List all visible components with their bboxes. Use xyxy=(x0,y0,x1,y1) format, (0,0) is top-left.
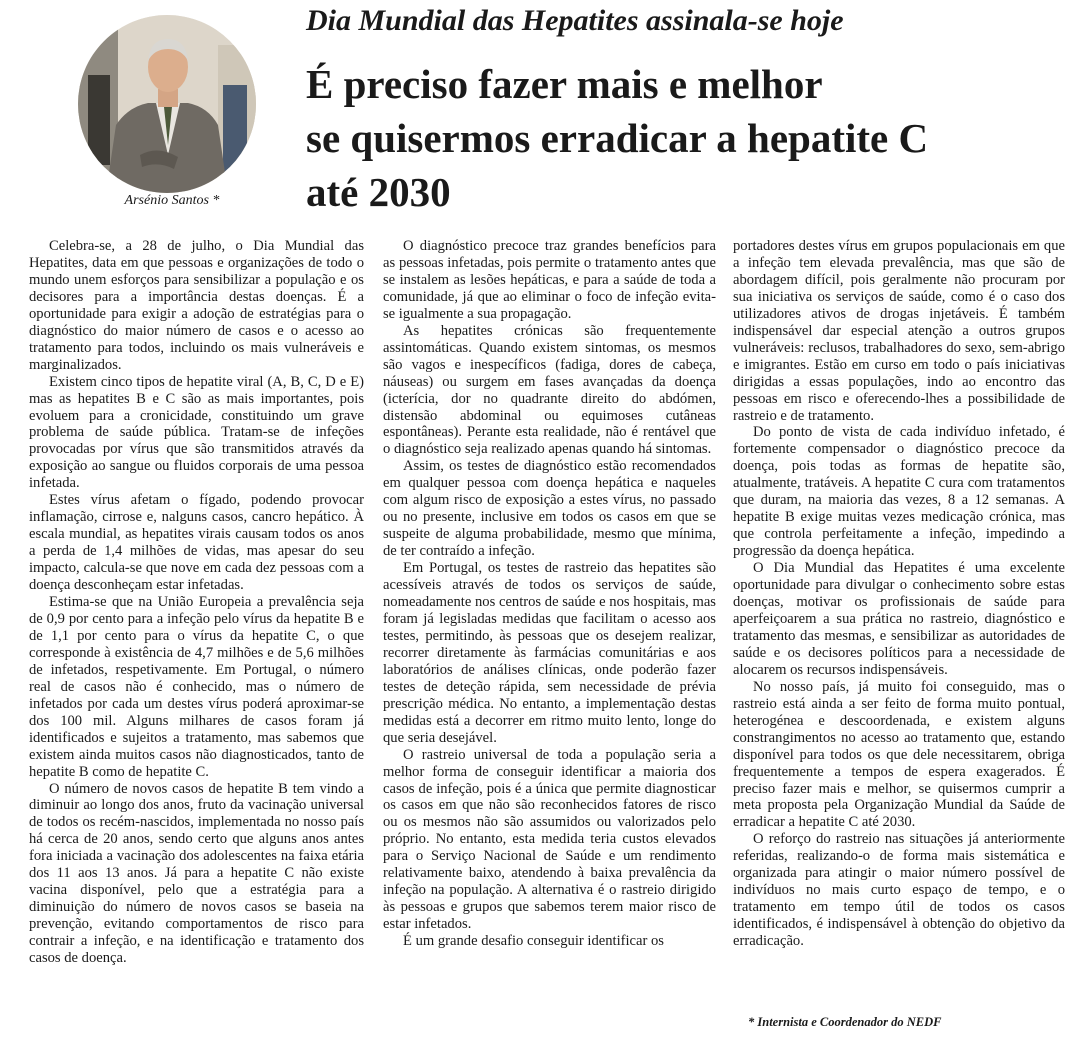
article-column-3 xyxy=(733,238,1065,950)
paragraph: O diagnóstico precoce traz grandes benefícios para as pessoas infetadas, pois permite o tratamento antes que se instalem as lesões hepáticas, e para a saúde de toda a comunidade, já que ao eliminar o foco de infeção evita-se igualmente a sua propagação. xyxy=(383,238,716,322)
paragraph: Assim, os testes de diagnóstico estão recomendados em qualquer pessoa com doença hepática e naqueles com algum risco de exposição a estes vírus, no passado ou no presente, inclusive em todos os casos em que se suspeite de alguma probabilidade, mesmo que mínima, de ter contraído a infeção. xyxy=(383,458,716,560)
headline-line: É preciso fazer mais e melhor xyxy=(306,61,823,107)
paragraph: No nosso país, já muito foi conseguido, mas o rastreio está ainda a ser feito de forma muito pontual, heterogénea e descoordenada, e existem alguns constrangimentos no acesso ao tratamento que, estando disponível para todos os que dele necessitarem, obriga frequentemente a tempos de espera exagerados. É preciso fazer mais e melhor, se quisermos cumprir a meta proposta pela Organização Mundial da Saúde de erradicar a hepatite C até 2030. xyxy=(733,678,1065,831)
paragraph: As hepatites crónicas são frequentemente assintomáticas. Quando existem sintomas, os mesmos são vagos e inespecíficos (fadiga, dores de cabeça, náuseas) ou surgem em fases avançadas da doença (icterícia, dor no quadrante direito do abdómen, distensão abdominal ou equimoses cutâneas espontâneas). Perante esta realidade, não é rentável que o diagnóstico seja realizado apenas quando há sintomas. xyxy=(383,322,716,458)
author-photo xyxy=(78,15,256,193)
article-headline xyxy=(306,57,1078,219)
paragraph: Celebra-se, a 28 de julho, o Dia Mundial das Hepatites, data em que pessoas e organizações de todo o mundo unem esforços para sensibilizar a população e os decisores para a importância destas doenças. É a oportunidade para exigir a adoção de estratégias para o diagnóstico do maior número de casos e o acesso ao tratamento para todos, incluindo os mais vulneráveis e marginalizados. xyxy=(29,238,364,373)
article-kicker: Dia Mundial das Hepatites assinala-se hoje xyxy=(306,4,844,37)
paragraph: Estima-se que na União Europeia a prevalência seja de 0,9 por cento para a infeção pelo vírus da hepatite B e de 1,1 por cento para o vírus da hepatite C, o que corresponde à existência de 4,7 milhões e de 5,6 milhões de infetados, respetivamente. Em Portugal, o número real de casos não é conhecido, mas o número de infetados por cada um destes vírus poderá aproximar-se dos 100 mil. Alguns milhares de casos foram já identificados e sujeitos a tratamento, mas sabemos que existem ainda muitos casos não diagnosticados, tanto de hepatite B como de hepatite C. xyxy=(29,594,364,780)
author-footnote: * Internista e Coordenador do NEDF xyxy=(748,1015,942,1029)
paragraph: Existem cinco tipos de hepatite viral (A, B, C, D e E) mas as hepatites B e C são as mais importantes, pois evoluem para a cronicidade, constituindo um grave problema de saúde pública. Tratam-se de infeções provocadas por vírus que são transmitidos através da exposição ao sangue ou fluidos corporais de uma pessoa infetada. xyxy=(29,373,364,492)
paragraph: Do ponto de vista de cada indivíduo infetado, é fortemente compensador o diagnóstico precoce da doença, pois todas as formas de hepatite são, atualmente, tratáveis. A hepatite C cura com tratamentos que duram, na maioria das vezes, 8 a 12 semanas. A hepatite B exige muitas vezes medicação crónica, mas que controla perfeitamente a infeção, impedindo a progressão da doença hepática. xyxy=(733,424,1065,560)
paragraph: Em Portugal, os testes de rastreio das hepatites são acessíveis através de todos os serviços de saúde, nomeadamente nos centros de saúde e nos hospitais, mas foram já legisladas medidas que facilitam o acesso aos testes, permitindo, às pessoas que os desejem realizar, recorrer diretamente às farmácias comunitárias e aos laboratórios de análises clínicas, onde poderão fazer testes de deteção rápida, sem necessidade de prévia prescrição médica. No entanto, a implementação destas medidas está a decorrer em ritmo muito lento, longe do que seria desejável. xyxy=(383,560,716,746)
author-name: Arsénio Santos * xyxy=(124,193,220,208)
paragraph: O reforço do rastreio nas situações já anteriormente referidas, realizando-o de forma mais sistemática e organizada para atingir o maior número possível de indivíduos no mais curto espaço de tempo, e o tratamento em tempo útil de todos os casos identificados, é indispensável à obtenção do objetivo da erradicação. xyxy=(733,831,1065,950)
paragraph: É um grande desafio conseguir identificar os xyxy=(403,933,664,950)
headline-line: se quisermos erradicar a hepatite C xyxy=(306,115,929,161)
paragraph: portadores destes vírus em grupos populacionais em que a infeção tem elevada prevalência, mas que são de abordagem difícil, pois geralmente não procuram por sua iniciativa os serviços de saúde, como é o caso dos utilizadores ativos de drogas injetáveis. É também indispensável dar especial atenção a outros grupos vulneráveis: reclusos, trabalhadores do sexo, sem-abrigo e imigrantes. Estão em curso em todo o país iniciativas dirigidas a essas populações, indo ao encontro das pessoas em risco e oferecendo-lhes a possibilidade de rastreio e de tratamento. xyxy=(733,238,1065,424)
paragraph: O Dia Mundial das Hepatites é uma excelente oportunidade para divulgar o conhecimento sobre estas doenças, motivar os profissionais de saúde para aperfeiçoarem a sua prática no rastreio, diagnóstico e tratamento das mesmas, e sensibilizar as autoridades de saúde e os decisores políticos para a necessidade de alocarem os recursos indispensáveis. xyxy=(733,560,1065,678)
article-column-1 xyxy=(29,238,364,967)
paragraph: O rastreio universal de toda a população seria a melhor forma de conseguir identificar a maioria dos casos de infeção, pois é a única que permite diagnosticar os casos em que não são reconhecidos fatores de risco ou os mesmos não são assumidos ou valorizados pelo próprio. No entanto, esta medida teria custos elevados para o Serviço Nacional de Saúde e um rendimento relativamente baixo, atendendo à baixa prevalência da infeção na população. A alternativa é o rastreio dirigido às pessoas e grupos que sabemos terem maior risco de estar infetados. xyxy=(383,746,716,933)
article-column-2 xyxy=(383,238,716,950)
headline-line: até 2030 xyxy=(306,169,451,215)
paragraph: O número de novos casos de hepatite B tem vindo a diminuir ao longo dos anos, fruto da vacinação universal de todos os recém-nascidos, implementada no nosso país há cerca de 20 anos, sendo certo que alguns anos antes fora iniciada a vacinação dos adolescentes na faixa etária dos 11 aos 13 anos. Já para a hepatite C não existe vacina disponível, pelo que a estratégia para a diminuição do número de novos casos se baseia na prevenção, evitando comportamentos de risco para contrair a infeção, e na identificação e tratamento dos casos de doença. xyxy=(29,780,364,967)
paragraph: Estes vírus afetam o fígado, podendo provocar inflamação, cirrose e, nalguns casos, cancro hepático. À escala mundial, as hepatites virais causam todos os anos a perda de 1,4 milhões de vidas, mas apesar do seu impacto, calcula-se que nove em cada dez pessoas com a doença desconheçam estar infetadas. xyxy=(29,492,364,594)
author-portrait-image xyxy=(78,15,256,193)
